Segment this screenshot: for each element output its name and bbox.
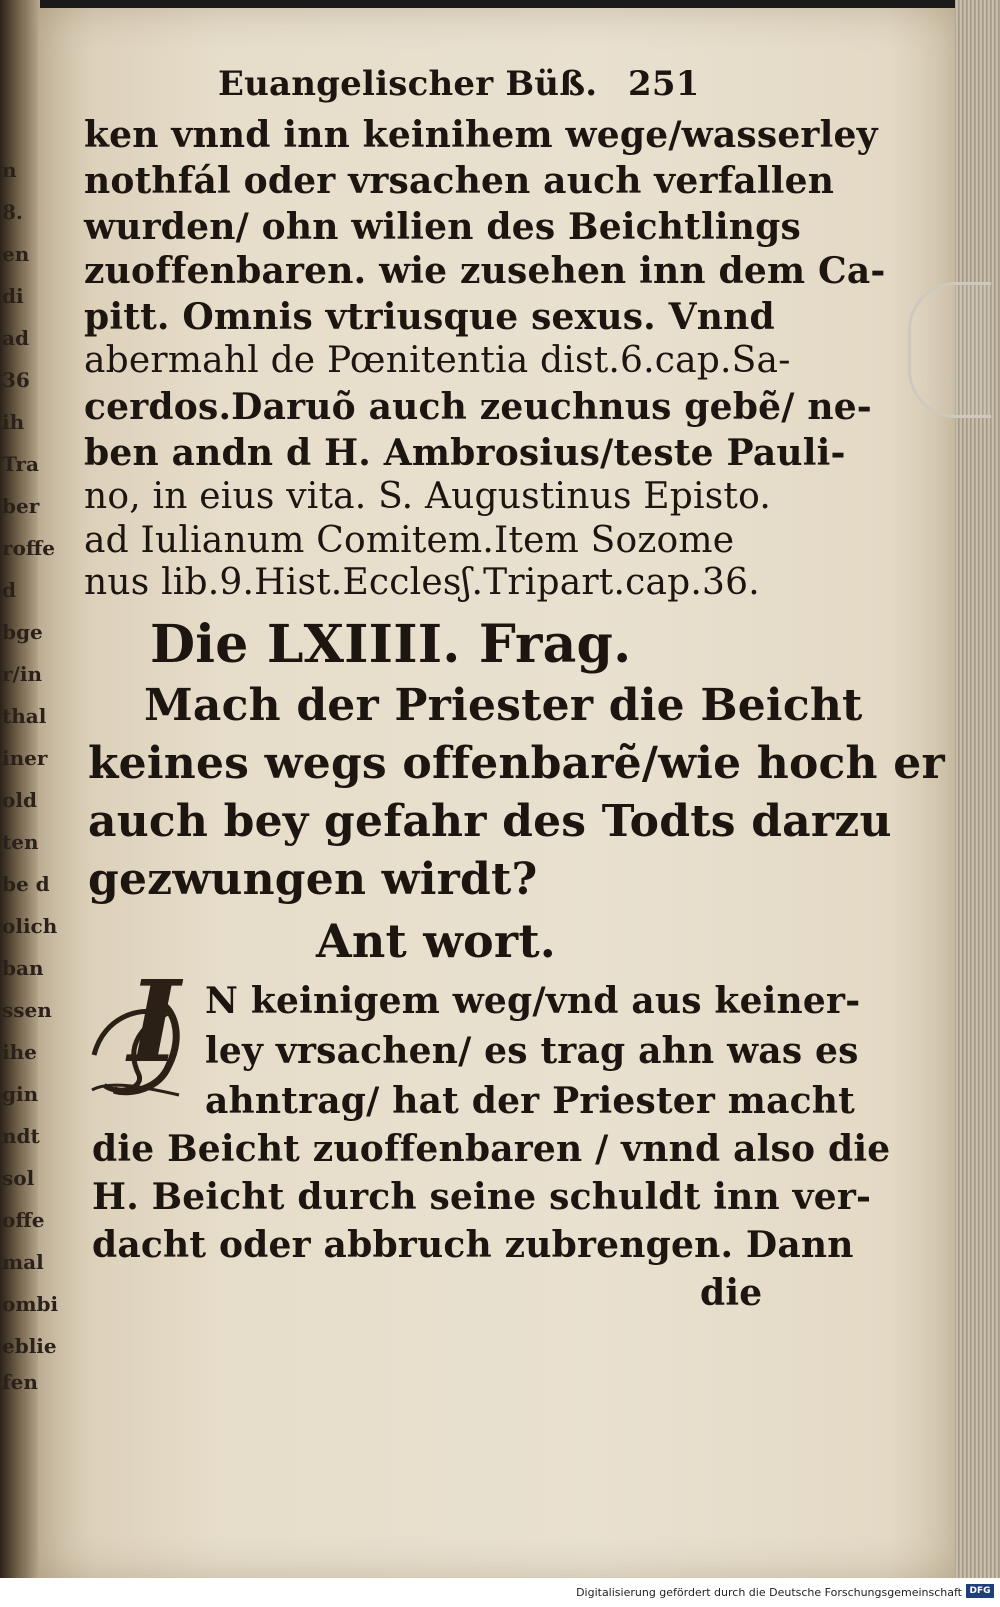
answer-line: H. Beicht durch seine schuldt inn ver- bbox=[92, 1176, 872, 1218]
margin-fragment: ssen bbox=[2, 998, 52, 1022]
left-margin-fragments bbox=[0, 150, 59, 1394]
margin-fragment: n bbox=[2, 158, 17, 182]
margin-fragment: olich bbox=[2, 914, 58, 938]
margin-fragment: old bbox=[2, 788, 37, 812]
answer-line: die Beicht zuoffenbaren / vnnd also die bbox=[92, 1128, 891, 1170]
margin-fragment: Tra bbox=[2, 452, 39, 476]
page-clip bbox=[908, 282, 991, 418]
margin-fragment: en bbox=[2, 242, 30, 266]
margin-fragment: ban bbox=[2, 956, 44, 980]
page-number: 251 bbox=[628, 64, 700, 104]
text-line: pitt. Omnis vtriusque sexus. Vnnd bbox=[84, 296, 775, 338]
margin-fragment: ten bbox=[2, 830, 39, 854]
text-line: nothfál oder vrsachen auch verfallen bbox=[84, 160, 835, 202]
catchword: die bbox=[700, 1272, 763, 1314]
text-line: cerdos.Daruõ auch zeuchnus gebẽ/ ne- bbox=[84, 386, 872, 428]
margin-fragment: ihe bbox=[2, 1040, 37, 1064]
margin-fragment: roffe bbox=[2, 536, 56, 560]
text-line: nus lib.9.Hist.Ecclesʃ.Tripart.cap.36. bbox=[84, 562, 760, 603]
margin-fragment: gin bbox=[2, 1082, 39, 1106]
running-title: Euangelischer Büß. bbox=[218, 64, 598, 104]
margin-fragment: r/in bbox=[2, 662, 42, 686]
funding-credit: Digitalisierung gefördert durch die Deutsche Forschungsgemeinschaft bbox=[576, 1586, 962, 1599]
margin-fragment: iner bbox=[2, 746, 48, 770]
text-line: ken vnnd inn keinihem wege/wasserley bbox=[84, 114, 878, 156]
question-line: Mach der Priester die Beicht bbox=[144, 680, 863, 731]
margin-fragment: ber bbox=[2, 494, 40, 518]
question-line: auch bey gefahr des Todts darzu bbox=[88, 796, 892, 847]
answer-line: ley vrsachen/ es trag ahn was es bbox=[205, 1030, 859, 1072]
text-line: ad Iulianum Comitem.Item Sozome bbox=[84, 520, 735, 561]
margin-fragment: ndt bbox=[2, 1124, 40, 1148]
answer-line: N keinigem weg/vnd aus keiner- bbox=[205, 980, 861, 1022]
decorated-initial bbox=[88, 957, 198, 1095]
dfg-logo: DFG bbox=[966, 1584, 994, 1598]
margin-fragment: 8. bbox=[2, 200, 23, 224]
answer-line: dacht oder abbruch zubrengen. Dann bbox=[92, 1224, 854, 1266]
text-line: abermahl de Pœnitentia dist.6.cap.Sa- bbox=[84, 340, 791, 381]
question-heading: Die LXIIII. Frag. bbox=[150, 614, 632, 675]
text-line: wurden/ ohn wilien des Beichtlings bbox=[84, 206, 801, 248]
margin-fragment: ombi bbox=[2, 1292, 59, 1316]
text-line: ben andn d H. Ambrosius/teste Pauli- bbox=[84, 432, 846, 474]
margin-fragment: be d bbox=[2, 872, 50, 896]
page-stack-edge bbox=[955, 0, 1000, 1580]
margin-fragment: thal bbox=[2, 704, 47, 728]
margin-fragment: d bbox=[2, 578, 16, 602]
question-line: gezwungen wirdt? bbox=[88, 854, 538, 905]
margin-fragment: di bbox=[2, 284, 24, 308]
margin-fragment: ad bbox=[2, 326, 29, 350]
text-line: zuoffenbaren. wie zusehen inn dem Ca- bbox=[84, 250, 886, 292]
answer-heading: Ant wort. bbox=[316, 914, 556, 968]
margin-fragment: sol bbox=[2, 1166, 35, 1190]
margin-fragment: 36 bbox=[2, 368, 30, 392]
margin-fragment: bge bbox=[2, 620, 43, 644]
margin-fragment: eblie bbox=[2, 1334, 57, 1358]
answer-line: ahntrag/ hat der Priester macht bbox=[205, 1080, 855, 1122]
margin-fragment: ih bbox=[2, 410, 25, 434]
initial-letter: I bbox=[128, 957, 181, 1088]
margin-fragment: fen bbox=[2, 1370, 38, 1394]
margin-fragment: offe bbox=[2, 1208, 45, 1232]
question-line: keines wegs offenbarẽ/wie hoch er bbox=[88, 738, 945, 789]
text-line: no, in eius vita. S. Augustinus Episto. bbox=[84, 476, 771, 517]
margin-fragment: mal bbox=[2, 1250, 44, 1274]
